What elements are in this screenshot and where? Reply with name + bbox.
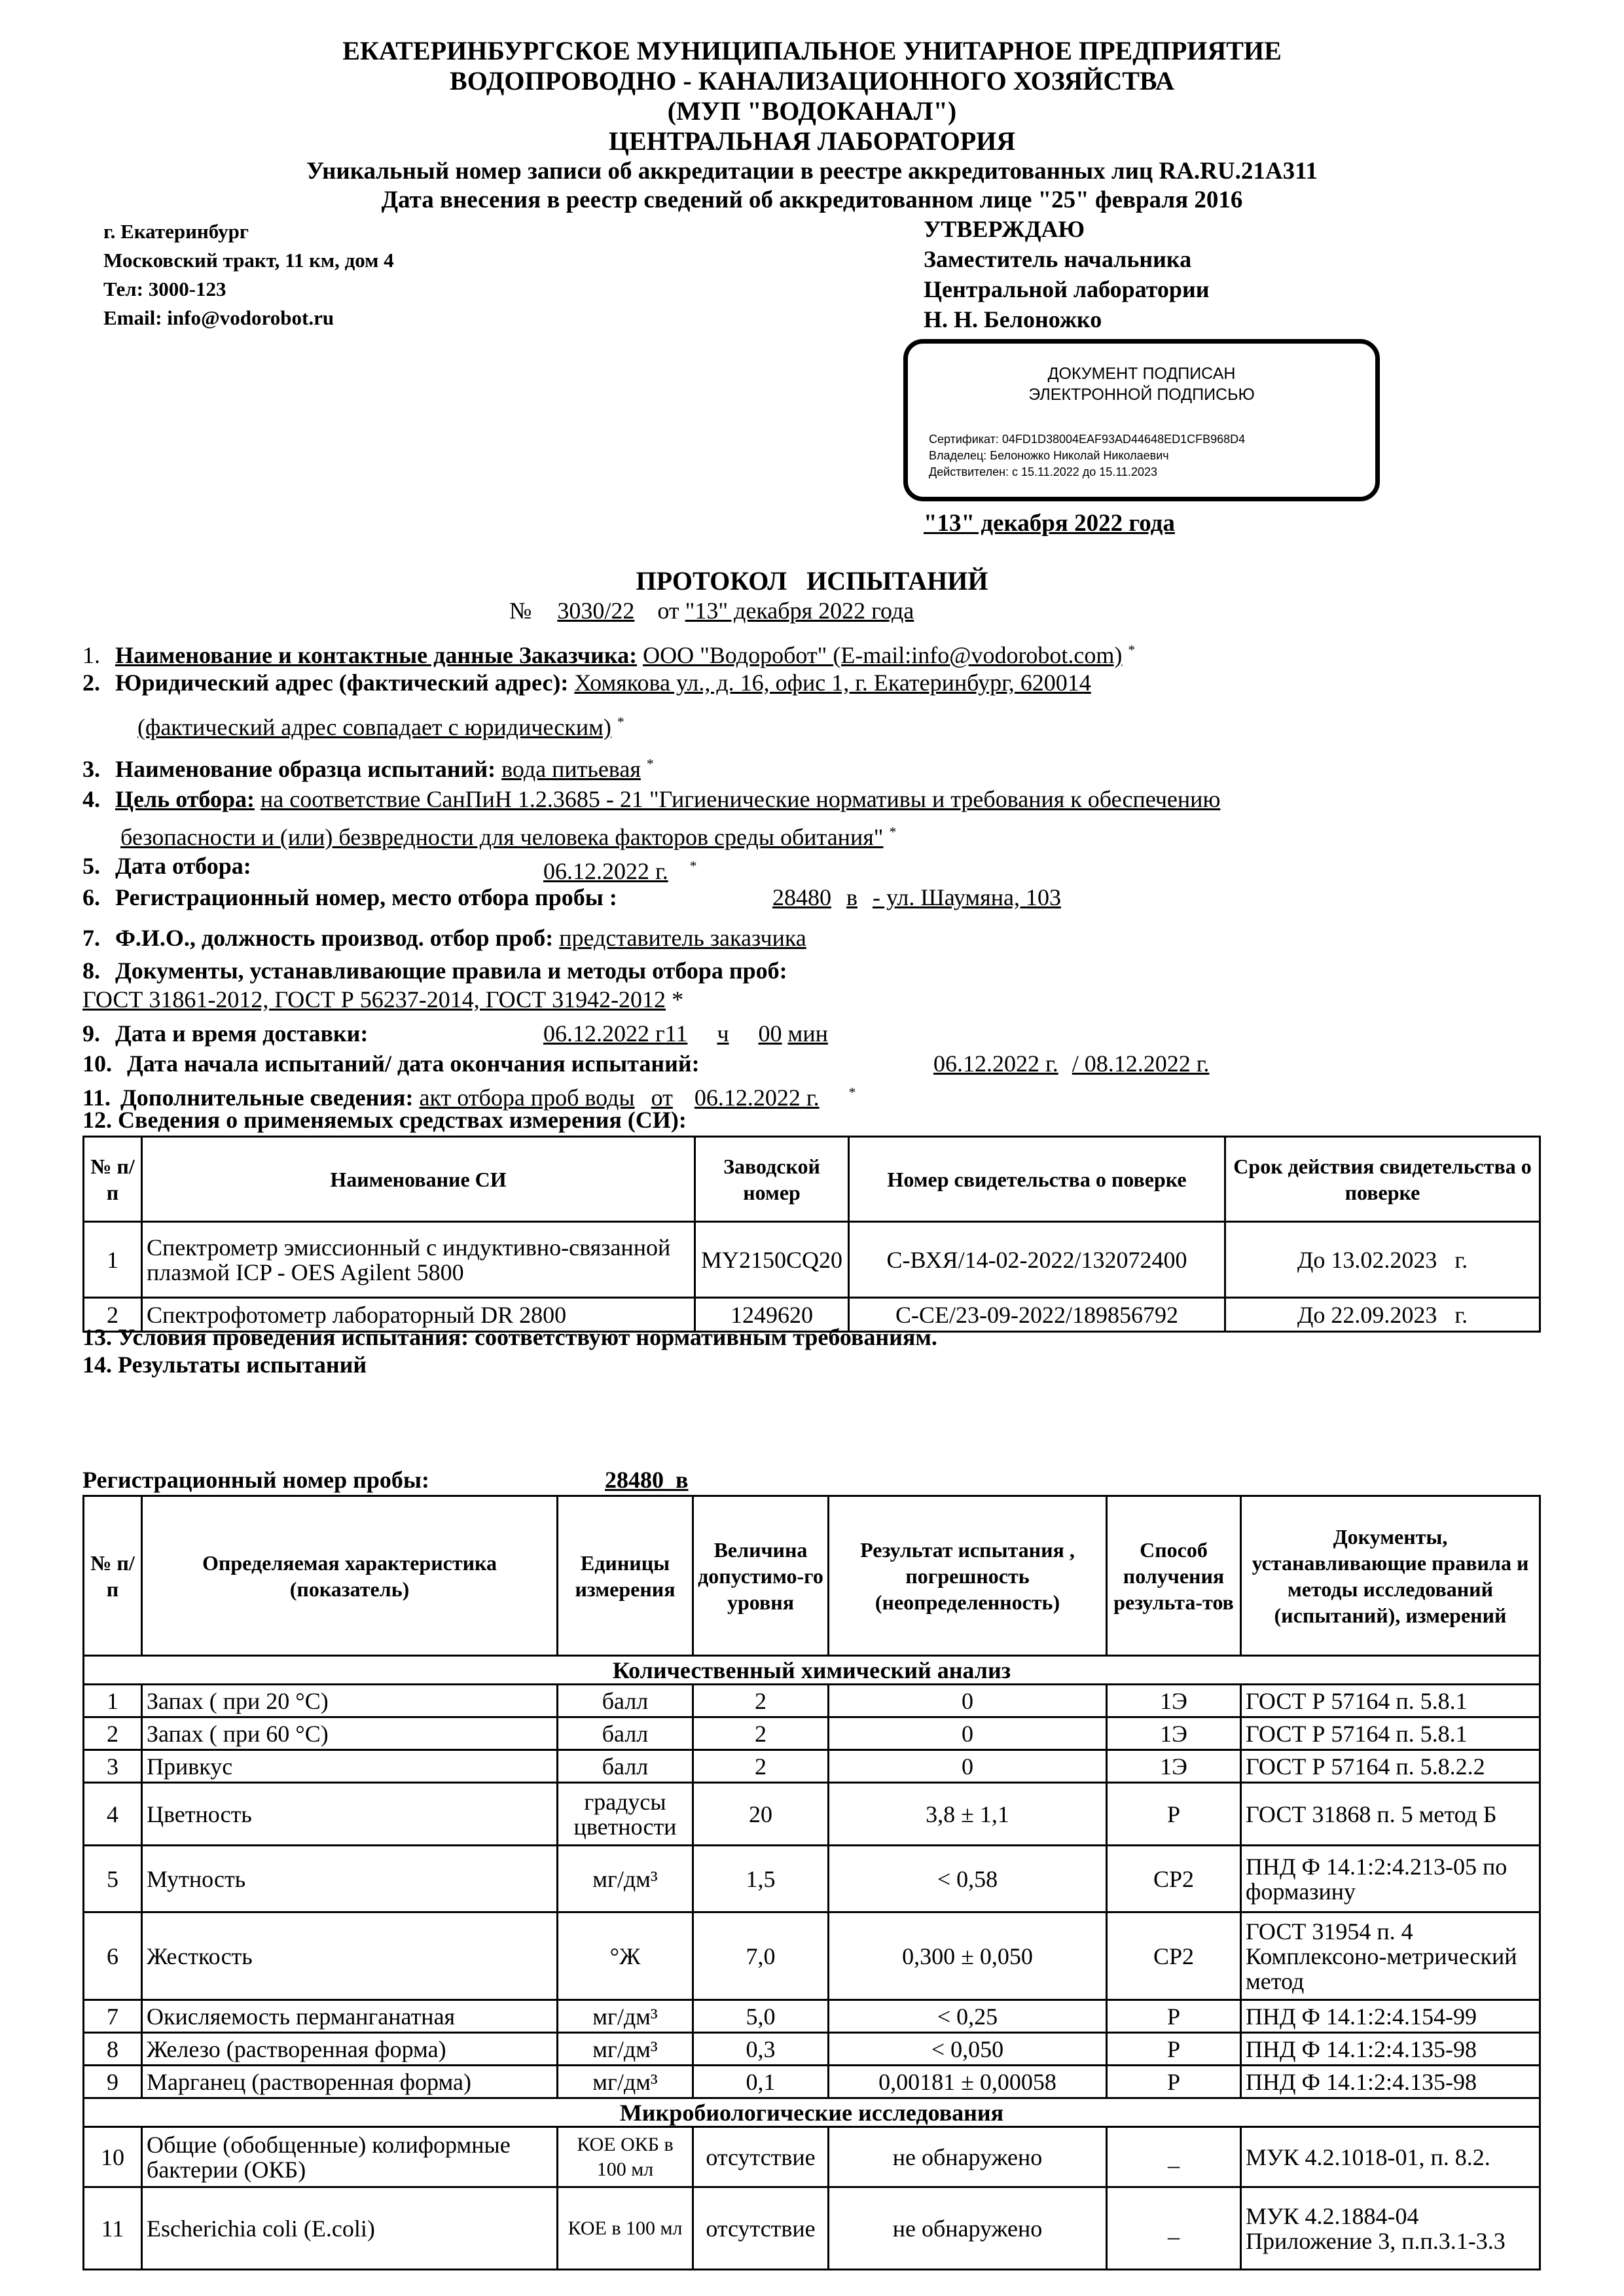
result-result: < 0,25 — [829, 2000, 1107, 2033]
result-num: 7 — [84, 2000, 142, 2033]
result-limit: 20 — [693, 1783, 829, 1846]
section-chemical: Количественный химический анализ — [84, 1656, 1540, 1685]
result-num: 8 — [84, 2033, 142, 2066]
result-characteristic: Марганец (растворенная форма) — [142, 2066, 558, 2098]
item-2-footnote: * — [617, 714, 624, 730]
result-num: 1 — [84, 1685, 142, 1717]
results-header-method: Способ получения результа-тов — [1107, 1496, 1241, 1656]
result-limit: 0,3 — [693, 2033, 829, 2066]
result-limit: 5,0 — [693, 2000, 829, 2033]
result-num: 4 — [84, 1783, 142, 1846]
result-documents: ГОСТ Р 57164 п. 5.8.1 — [1241, 1685, 1540, 1717]
si-table — [82, 1136, 1541, 1333]
result-num: 10 — [84, 2127, 142, 2187]
result-documents: ПНД Ф 14.1:2:4.135-98 — [1241, 2033, 1540, 2066]
result-units: мг/дм³ — [558, 1846, 693, 1912]
si-cell: До 13.02.2023 г. — [1225, 1222, 1540, 1298]
section-micro: Микробиологические исследования — [84, 2098, 1540, 2127]
result-limit: 2 — [693, 1685, 829, 1717]
item-7-value: представитель заказчика — [559, 925, 806, 951]
item-6-num: 6. — [82, 884, 100, 910]
approval-role-2: Центральной лаборатории — [924, 276, 1210, 302]
address-email: Email: info@vodorobot.ru — [103, 306, 334, 329]
item-8-label: Документы, устанавливающие правила и методы отбора проб: — [115, 958, 787, 984]
item-10-end: / 08.12.2022 г. — [1072, 1050, 1210, 1077]
item-5-num: 5. — [82, 853, 100, 879]
si-cell: Спектрофотометр лабораторный DR 2800 — [142, 1298, 695, 1332]
si-cell: 2 — [84, 1298, 142, 1332]
table-row — [84, 2033, 1540, 2066]
si-cell: 1249620 — [695, 1298, 849, 1332]
item-11-footnote: * — [848, 1085, 856, 1100]
si-cell: MY2150CQ20 — [695, 1222, 849, 1298]
result-method: Р — [1107, 1783, 1241, 1846]
item-8-footnote: * — [672, 986, 684, 1013]
result-documents: ГОСТ Р 57164 п. 5.8.1 — [1241, 1717, 1540, 1750]
result-limit: отсутствие — [693, 2187, 829, 2270]
item-2-num: 2. — [82, 670, 100, 696]
table-row — [84, 1685, 1540, 1717]
item-13: 13. Условия проведения испытания: соответствуют нормативным требованиям. — [82, 1324, 937, 1350]
result-method: _ — [1107, 2127, 1241, 2187]
results-header-units: Единицы измерения — [558, 1496, 693, 1656]
result-characteristic: Запах ( при 60 °С) — [142, 1717, 558, 1750]
result-num: 9 — [84, 2066, 142, 2098]
table-row — [84, 1750, 1540, 1783]
item-3-footnote: * — [646, 756, 654, 772]
item-4-footnote: * — [889, 824, 897, 840]
item-9-label: Дата и время доставки: — [115, 1020, 369, 1047]
item-4-value-2: безопасности и (или) безвредности для человека факторов среды обитания" — [120, 824, 884, 850]
result-limit: 7,0 — [693, 1912, 829, 2000]
item-9-date: 06.12.2022 г — [543, 1020, 665, 1047]
result-method: Р — [1107, 2033, 1241, 2066]
result-num: 11 — [84, 2187, 142, 2270]
si-header-num: № п/п — [84, 1137, 142, 1222]
item-11-label: Дополнительные сведения: — [120, 1085, 414, 1111]
result-documents: МУК 4.2.1884-04 Приложение 3, п.п.3.1-3.3 — [1241, 2187, 1540, 2270]
item-8-num: 8. — [82, 958, 100, 984]
table-row — [84, 1783, 1540, 1846]
result-characteristic: Железо (растворенная форма) — [142, 2033, 558, 2066]
result-documents: ГОСТ Р 57164 п. 5.8.2.2 — [1241, 1750, 1540, 1783]
protocol-from-label: от — [657, 598, 679, 624]
result-limit: 2 — [693, 1717, 829, 1750]
protocol-number: 3030/22 — [557, 598, 635, 624]
table-row — [84, 2187, 1540, 2270]
item-6-label: Регистрационный номер, место отбора пробы : — [115, 884, 617, 910]
result-num: 6 — [84, 1912, 142, 2000]
result-method: СР2 — [1107, 1846, 1241, 1912]
item-12: 12. Сведения о применяемых средствах измерения (СИ): — [82, 1107, 687, 1133]
table-row — [84, 2066, 1540, 2098]
sample-reg-number: 28480 в — [605, 1467, 689, 1493]
result-num: 5 — [84, 1846, 142, 1912]
result-method: Р — [1107, 2000, 1241, 2033]
result-documents: ПНД Ф 14.1:2:4.213-05 по формазину — [1241, 1846, 1540, 1912]
address-city: г. Екатеринбург — [103, 220, 249, 243]
result-result: не обнаружено — [829, 2187, 1107, 2270]
result-units: мг/дм³ — [558, 2066, 693, 2098]
item-5-value: 06.12.2022 г. — [543, 858, 668, 884]
protocol-date: "13" декабря 2022 года — [685, 598, 914, 624]
results-header-characteristic: Определяемая характеристика (показатель) — [142, 1496, 558, 1656]
result-characteristic: Привкус — [142, 1750, 558, 1783]
item-11-date: 06.12.2022 г. — [694, 1085, 820, 1111]
result-method: 1Э — [1107, 1717, 1241, 1750]
address-phone: Тел: 3000-123 — [103, 278, 226, 300]
result-documents: ПНД Ф 14.1:2:4.154-99 — [1241, 2000, 1540, 2033]
result-result: 0 — [829, 1685, 1107, 1717]
result-characteristic: Жесткость — [142, 1912, 558, 2000]
item-1-footnote: * — [1128, 642, 1136, 658]
item-14: 14. Результаты испытаний — [82, 1352, 367, 1378]
accreditation-number: Уникальный номер записи об аккредитации в реестре аккредитованных лиц RA.RU.21А311 — [306, 158, 1318, 185]
item-10-num: 10. — [82, 1050, 112, 1077]
org-short-name: (МУП "ВОДОКАНАЛ") — [667, 96, 957, 126]
item-2-label: Юридический адрес (фактический адрес): — [115, 670, 569, 696]
result-documents: ГОСТ 31954 п. 4 Комплексоно-метрический метод — [1241, 1912, 1540, 2000]
table-row — [84, 1717, 1540, 1750]
si-cell: Спектрометр эмиссионный с индуктивно-связанной плазмой ICP - OES Agilent 5800 — [142, 1222, 695, 1298]
stamp-validity: Действителен: с 15.11.2022 до 15.11.2023 — [929, 465, 1158, 478]
result-method: 1Э — [1107, 1685, 1241, 1717]
result-characteristic: Общие (обобщенные) колиформные бактерии (ОКБ) — [142, 2127, 558, 2187]
result-units: °Ж — [558, 1912, 693, 2000]
item-9-min-unit: мин — [787, 1020, 828, 1047]
result-documents: ГОСТ 31868 п. 5 метод Б — [1241, 1783, 1540, 1846]
si-header-name: Наименование СИ — [142, 1137, 695, 1222]
stamp-line-2: ЭЛЕКТРОННОЙ ПОДПИСЬЮ — [1028, 386, 1255, 404]
item-1-num: 1. — [82, 642, 100, 668]
result-units: градусы цветности — [558, 1783, 693, 1846]
item-7-label: Ф.И.О., должность производ. отбор проб: — [115, 925, 554, 951]
item-10-start: 06.12.2022 г. — [933, 1050, 1058, 1077]
result-units: балл — [558, 1685, 693, 1717]
org-subtitle: ВОДОПРОВОДНО - КАНАЛИЗАЦИОННОГО ХОЗЯЙСТВА — [450, 66, 1174, 96]
item-1-value: ООО "Водоробот" (E-mail:info@vodorobot.com) — [643, 642, 1123, 668]
result-units: балл — [558, 1750, 693, 1783]
result-result: < 0,58 — [829, 1846, 1107, 1912]
item-4-num: 4. — [82, 786, 100, 812]
item-6-reg-number: 28480 — [772, 884, 831, 910]
item-5-label: Дата отбора: — [115, 853, 251, 879]
stamp-owner: Владелец: Белоножко Николай Николаевич — [929, 449, 1169, 462]
stamp-line-1: ДОКУМЕНТ ПОДПИСАН — [1047, 365, 1236, 383]
results-header-documents: Документы, устанавливающие правила и методы исследований (испытаний), измерений — [1241, 1496, 1540, 1656]
item-11-num: 11. — [82, 1085, 111, 1111]
result-limit: 1,5 — [693, 1846, 829, 1912]
result-characteristic: Мутность — [142, 1846, 558, 1912]
approval-title: УТВЕРЖДАЮ — [924, 216, 1085, 242]
org-name: ЕКАТЕРИНБУРГСКОЕ МУНИЦИПАЛЬНОЕ УНИТАРНОЕ ПРЕДПРИЯТИЕ — [342, 36, 1282, 65]
item-1-label: Наименование и контактные данные Заказчика: — [115, 642, 638, 668]
approval-date: "13" декабря 2022 года — [924, 510, 1175, 537]
item-9-min: 00 — [758, 1020, 782, 1047]
item-4-label: Цель отбора: — [115, 786, 255, 812]
item-9-hour-unit: ч — [717, 1020, 729, 1047]
result-num: 2 — [84, 1717, 142, 1750]
item-11-from: от — [651, 1085, 673, 1111]
result-result: 0 — [829, 1717, 1107, 1750]
result-result: 0 — [829, 1750, 1107, 1783]
accreditation-date: Дата внесения в реестр сведений об аккредитованном лице "25" февраля 2016 — [381, 187, 1243, 213]
item-6-letter: в — [846, 884, 857, 910]
item-10-label: Дата начала испытаний/ дата окончания испытаний: — [127, 1050, 700, 1077]
electronic-signature-stamp — [903, 339, 1380, 501]
address-street: Московский тракт, 11 км, дом 4 — [103, 249, 394, 272]
item-5-footnote: * — [689, 858, 697, 874]
stamp-certificate: Сертификат: 04FD1D38004EAF93AD44648ED1CFB968D4 — [929, 433, 1246, 446]
results-header-limit: Величина допустимо-го уровня — [693, 1496, 829, 1656]
result-limit: 0,1 — [693, 2066, 829, 2098]
result-result: 0,00181 ± 0,00058 — [829, 2066, 1107, 2098]
item-11-value: акт отбора проб воды — [419, 1085, 635, 1111]
si-cell: С-ВХЯ/14-02-2022/132072400 — [849, 1222, 1225, 1298]
result-characteristic: Цветность — [142, 1783, 558, 1846]
result-units: КОЕ в 100 мл — [558, 2187, 693, 2270]
result-result: 3,8 ± 1,1 — [829, 1783, 1107, 1846]
result-method: Р — [1107, 2066, 1241, 2098]
result-limit: отсутствие — [693, 2127, 829, 2187]
si-header-serial: Заводской номер — [695, 1137, 849, 1222]
item-2-note: (фактический адрес совпадает с юридическим) — [137, 714, 611, 740]
si-cell: 1 — [84, 1222, 142, 1298]
item-9-num: 9. — [82, 1020, 100, 1047]
results-table — [82, 1495, 1541, 2270]
table-row — [84, 2127, 1540, 2187]
item-8-value: ГОСТ 31861-2012, ГОСТ Р 56237-2014, ГОСТ 31942-2012 — [82, 986, 666, 1013]
item-7-num: 7. — [82, 925, 100, 951]
item-9-hour: 11 — [664, 1020, 688, 1047]
result-documents: МУК 4.2.1018-01, п. 8.2. — [1241, 2127, 1540, 2187]
result-result: не обнаружено — [829, 2127, 1107, 2187]
results-header-result: Результат испытания , погрешность (неопределенность) — [829, 1496, 1107, 1656]
table-row — [84, 2000, 1540, 2033]
protocol-no-label: № — [509, 598, 532, 624]
item-4-value-1: на соответствие СанПиН 1.2.3685 - 21 "Гигиенические нормативы и требования к обеспечению — [260, 786, 1221, 812]
item-6-place: - ул. Шаумяна, 103 — [873, 884, 1061, 910]
si-cell: С-СЕ/23-09-2022/189856792 — [849, 1298, 1225, 1332]
result-characteristic: Окисляемость перманганатная — [142, 2000, 558, 2033]
result-documents: ПНД Ф 14.1:2:4.135-98 — [1241, 2066, 1540, 2098]
result-units: КОЕ ОКБ в 100 мл — [558, 2127, 693, 2187]
result-num: 3 — [84, 1750, 142, 1783]
result-result: < 0,050 — [829, 2033, 1107, 2066]
table-row — [84, 1846, 1540, 1912]
item-3-num: 3. — [82, 756, 100, 782]
item-3-value: вода питьевая — [501, 756, 641, 782]
result-units: мг/дм³ — [558, 2033, 693, 2066]
si-cell: До 22.09.2023 г. — [1225, 1298, 1540, 1332]
item-2-value: Хомякова ул., д. 16, офис 1, г. Екатеринбург, 620014 — [574, 670, 1091, 696]
table-row — [84, 1222, 1540, 1298]
item-3-label: Наименование образца испытаний: — [115, 756, 496, 782]
approval-role-1: Заместитель начальника — [924, 246, 1192, 272]
result-method: _ — [1107, 2187, 1241, 2270]
si-header-certificate: Номер свидетельства о поверке — [849, 1137, 1225, 1222]
table-row — [84, 1912, 1540, 2000]
si-header-validity: Срок действия свидетельства о поверке — [1225, 1137, 1540, 1222]
result-method: 1Э — [1107, 1750, 1241, 1783]
result-characteristic: Запах ( при 20 °С) — [142, 1685, 558, 1717]
results-header-num: № п/п — [84, 1496, 142, 1656]
result-method: СР2 — [1107, 1912, 1241, 2000]
result-units: балл — [558, 1717, 693, 1750]
result-characteristic: Escherichia coli (E.coli) — [142, 2187, 558, 2270]
result-result: 0,300 ± 0,050 — [829, 1912, 1107, 2000]
result-units: мг/дм³ — [558, 2000, 693, 2033]
lab-name: ЦЕНТРАЛЬНАЯ ЛАБОРАТОРИЯ — [608, 126, 1016, 156]
sample-reg-label: Регистрационный номер пробы: — [82, 1467, 429, 1493]
protocol-title: ПРОТОКОЛ ИСПЫТАНИЙ — [636, 566, 988, 596]
approval-name: Н. Н. Белоножко — [924, 306, 1102, 332]
result-limit: 2 — [693, 1750, 829, 1783]
